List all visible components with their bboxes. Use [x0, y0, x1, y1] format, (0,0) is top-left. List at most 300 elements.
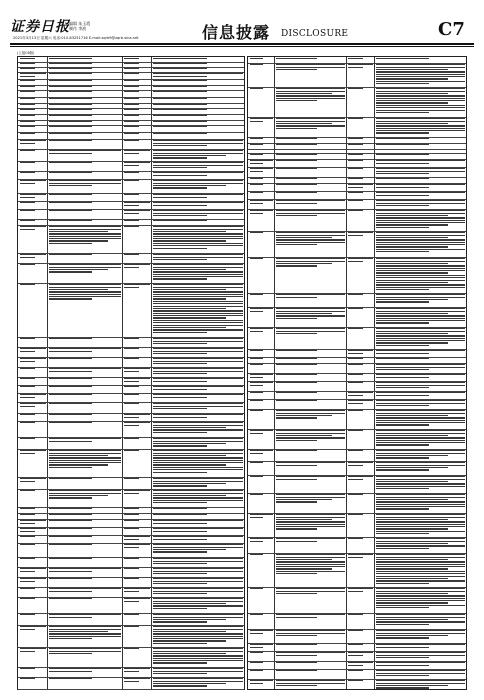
table-cell	[20, 109, 46, 113]
text-line	[20, 544, 36, 545]
text-line	[124, 425, 140, 426]
text-line	[49, 467, 92, 468]
text-line	[49, 289, 108, 290]
editor-info	[69, 21, 90, 31]
text-line	[276, 593, 317, 594]
text-line	[376, 662, 465, 663]
text-line	[153, 626, 243, 627]
text-line	[376, 369, 429, 370]
text-line	[49, 653, 92, 654]
table-cell	[376, 644, 465, 650]
text-line	[153, 373, 207, 374]
text-line	[49, 495, 108, 496]
text-line	[49, 73, 92, 74]
text-line	[124, 165, 140, 166]
table-cell	[276, 144, 345, 148]
text-line	[376, 275, 465, 276]
text-line	[49, 338, 92, 339]
table-cell	[250, 154, 273, 158]
text-line	[250, 385, 264, 386]
text-line	[348, 58, 363, 59]
text-line	[49, 478, 92, 479]
table-cell	[250, 400, 273, 408]
table-cell	[20, 264, 46, 282]
text-line	[276, 374, 317, 375]
text-line	[124, 121, 140, 122]
table-cell	[250, 118, 273, 136]
text-line	[153, 508, 207, 509]
text-line	[153, 429, 243, 430]
text-line	[376, 227, 429, 228]
text-line	[153, 643, 207, 644]
text-line	[20, 220, 36, 221]
text-line	[348, 184, 373, 185]
text-line	[153, 121, 207, 122]
text-line	[153, 187, 207, 188]
table-cell	[124, 220, 150, 224]
text-line	[376, 382, 465, 383]
text-line	[250, 144, 264, 145]
text-line	[153, 497, 243, 498]
text-line	[276, 382, 317, 383]
table-cell	[20, 450, 46, 476]
text-line	[250, 331, 264, 332]
text-line	[49, 153, 92, 154]
text-line	[376, 261, 465, 262]
text-line	[276, 315, 345, 316]
text-line	[49, 140, 92, 141]
table-cell	[124, 91, 150, 96]
table-cell	[376, 88, 465, 116]
table-cell	[124, 348, 150, 356]
table-cell	[250, 476, 273, 492]
text-line	[124, 539, 140, 540]
text-line	[276, 417, 317, 418]
text-line	[276, 93, 333, 94]
text-line	[20, 338, 36, 339]
text-line	[49, 98, 92, 99]
table-cell	[49, 378, 121, 384]
text-line	[49, 162, 92, 163]
text-line	[376, 486, 465, 487]
text-line	[276, 88, 345, 89]
table-cell	[124, 254, 150, 262]
table-cell	[153, 58, 243, 61]
text-line	[153, 381, 207, 382]
text-line	[124, 98, 140, 99]
table-cell	[376, 374, 465, 380]
text-line	[276, 118, 345, 119]
text-line	[153, 303, 243, 304]
table-cell	[124, 414, 150, 420]
text-line	[49, 386, 92, 387]
text-line	[376, 235, 465, 236]
text-line	[20, 536, 36, 537]
text-line	[153, 453, 243, 454]
table-cell	[348, 294, 373, 306]
text-line	[376, 91, 465, 92]
table-cell	[376, 192, 465, 198]
text-line	[376, 403, 465, 404]
table-cell	[348, 88, 373, 116]
table-cell	[376, 168, 465, 176]
text-line	[376, 422, 465, 423]
table-cell	[124, 115, 150, 119]
table-cell	[250, 410, 273, 428]
text-line	[250, 588, 264, 589]
text-line	[276, 415, 333, 416]
text-line	[20, 598, 36, 599]
text-line	[49, 638, 92, 639]
text-line	[153, 341, 243, 342]
text-line	[348, 479, 363, 480]
text-line	[376, 541, 465, 542]
text-line	[124, 598, 150, 599]
table-cell	[153, 588, 243, 596]
table-cell	[124, 194, 150, 200]
text-line	[250, 364, 264, 365]
text-line	[153, 520, 243, 521]
text-line	[276, 633, 345, 634]
text-line	[276, 614, 345, 615]
text-line	[153, 322, 243, 323]
text-line	[376, 200, 465, 201]
text-line	[153, 68, 207, 69]
text-line	[348, 118, 363, 119]
text-line	[250, 358, 264, 359]
text-line	[153, 583, 207, 584]
table-cell	[376, 554, 465, 586]
text-line	[153, 80, 207, 81]
table-cell	[276, 118, 345, 136]
table-cell	[124, 133, 150, 138]
text-line	[376, 588, 465, 589]
text-line	[348, 154, 363, 155]
text-line	[276, 235, 345, 236]
text-line	[276, 125, 345, 126]
text-line	[49, 269, 108, 270]
text-line	[376, 657, 429, 658]
table-cell	[348, 154, 373, 158]
table-row-divider	[18, 689, 244, 690]
text-line	[250, 630, 273, 631]
text-line	[376, 58, 429, 59]
text-line	[153, 378, 243, 379]
table-cell	[153, 91, 243, 96]
text-line	[376, 289, 429, 290]
text-line	[153, 605, 243, 606]
table-cell	[153, 668, 243, 676]
text-line	[49, 368, 121, 369]
table-cell	[376, 680, 465, 690]
text-line	[153, 140, 243, 141]
text-line	[376, 440, 465, 441]
table-cell	[124, 626, 150, 646]
text-line	[20, 284, 36, 285]
text-line	[153, 681, 243, 682]
table-cell	[20, 210, 46, 218]
table-cell	[153, 536, 243, 542]
text-line	[124, 153, 140, 154]
text-line	[276, 313, 333, 314]
text-line	[376, 433, 465, 434]
text-line	[348, 665, 363, 666]
text-line	[348, 400, 373, 401]
text-line	[376, 67, 465, 68]
text-line	[276, 413, 345, 414]
table-cell	[20, 520, 46, 526]
table-cell	[250, 462, 273, 474]
text-line	[124, 180, 140, 181]
text-line	[376, 118, 465, 119]
text-line	[276, 123, 333, 124]
text-line	[276, 69, 317, 70]
text-line	[20, 629, 36, 630]
text-line	[49, 254, 92, 255]
text-line	[376, 630, 465, 631]
table-cell	[348, 662, 373, 668]
table-cell	[124, 264, 150, 282]
text-line	[124, 378, 150, 379]
text-line	[153, 422, 243, 423]
table-cell	[49, 450, 121, 476]
table-cell	[153, 394, 243, 401]
text-line	[153, 551, 207, 552]
text-line	[376, 213, 465, 214]
text-line	[376, 488, 429, 489]
text-line	[20, 514, 36, 515]
text-line	[153, 133, 207, 134]
table-cell	[124, 394, 150, 401]
text-line	[276, 58, 317, 59]
text-line	[153, 414, 243, 415]
text-line	[376, 548, 429, 549]
text-line	[153, 629, 243, 630]
text-line	[49, 629, 121, 630]
table-cell	[20, 614, 46, 624]
text-line	[153, 278, 207, 279]
text-line	[376, 497, 465, 498]
table-cell	[124, 109, 150, 113]
text-line	[250, 213, 264, 214]
table-cell	[250, 588, 273, 612]
table-cell	[376, 232, 465, 256]
table-cell	[49, 264, 121, 282]
text-line	[153, 608, 207, 609]
text-line	[153, 233, 243, 234]
text-line	[153, 462, 243, 463]
table-cell	[376, 294, 465, 306]
table-column-divider	[151, 57, 152, 689]
text-line	[376, 105, 465, 106]
text-line	[153, 167, 207, 168]
table-cell	[153, 614, 243, 624]
text-line	[153, 150, 243, 151]
text-line	[276, 333, 317, 334]
text-line	[124, 172, 140, 173]
table-cell	[20, 514, 46, 518]
text-line	[153, 638, 243, 639]
text-line	[153, 658, 243, 659]
text-line	[153, 573, 207, 574]
table-cell	[49, 568, 121, 576]
text-line	[376, 315, 465, 316]
table-cell	[153, 140, 243, 148]
table-cell	[348, 514, 373, 536]
table-cell	[20, 254, 46, 262]
text-line	[153, 317, 227, 318]
table-cell	[124, 126, 150, 131]
table-cell	[276, 178, 345, 182]
text-line	[276, 591, 345, 592]
text-line	[20, 571, 36, 572]
text-line	[124, 210, 150, 211]
text-line	[49, 514, 92, 515]
text-line	[153, 73, 243, 74]
text-line	[49, 453, 121, 454]
text-line	[276, 514, 345, 515]
text-line	[153, 653, 227, 654]
table-cell	[250, 168, 273, 176]
text-line	[20, 508, 36, 509]
text-line	[250, 58, 264, 59]
text-line	[124, 544, 150, 545]
table-cell	[153, 678, 243, 688]
text-line	[124, 226, 140, 227]
table-cell	[153, 98, 243, 102]
text-line	[276, 557, 345, 558]
text-line	[376, 282, 449, 283]
text-line	[376, 561, 465, 562]
text-line	[276, 67, 345, 68]
text-line	[124, 104, 140, 105]
text-line	[376, 112, 429, 113]
table-cell	[153, 264, 243, 282]
text-line	[348, 538, 363, 539]
table-cell	[276, 64, 345, 86]
text-line	[49, 233, 121, 234]
table-cell	[250, 614, 273, 628]
text-line	[276, 635, 317, 636]
table-cell	[49, 358, 121, 366]
text-line	[153, 514, 207, 515]
text-line	[20, 98, 36, 99]
text-line	[276, 528, 317, 529]
table-cell	[20, 150, 46, 160]
text-line	[376, 453, 465, 454]
text-line	[153, 197, 207, 198]
table-cell	[49, 626, 121, 646]
table-cell	[348, 382, 373, 390]
table-cell	[49, 598, 121, 612]
text-line	[348, 655, 363, 656]
text-line	[376, 76, 465, 77]
table-column-divider	[47, 57, 48, 689]
text-line	[376, 350, 465, 351]
text-line	[153, 284, 243, 285]
text-line	[376, 400, 465, 401]
table-cell	[153, 514, 243, 518]
text-line	[153, 254, 243, 255]
text-line	[376, 210, 465, 211]
producer-line: 制作 李波	[69, 26, 87, 31]
text-line	[49, 544, 92, 545]
text-line	[376, 680, 465, 681]
table-cell	[376, 210, 465, 230]
table-cell	[348, 476, 373, 492]
table-cell	[276, 350, 345, 356]
text-line	[276, 521, 345, 522]
masthead-rule	[10, 43, 474, 45]
text-line	[348, 258, 373, 259]
text-line	[376, 683, 465, 684]
text-line	[276, 655, 317, 656]
text-line	[376, 335, 465, 336]
text-line	[376, 524, 465, 525]
table-cell	[20, 140, 46, 148]
text-line	[49, 497, 92, 498]
text-line	[20, 531, 36, 532]
text-line	[153, 563, 207, 564]
text-line	[376, 328, 465, 329]
text-line	[124, 578, 140, 579]
table-cell	[348, 614, 373, 628]
text-line	[20, 115, 36, 116]
text-line	[376, 566, 465, 567]
text-line	[376, 504, 465, 505]
text-line	[250, 647, 264, 648]
text-line	[376, 203, 465, 204]
table-cell	[124, 614, 150, 624]
text-line	[276, 200, 345, 201]
table-cell	[49, 578, 121, 586]
text-line	[348, 554, 373, 555]
text-line	[276, 519, 333, 520]
table-cell	[153, 180, 243, 192]
table-cell	[276, 160, 345, 166]
table-cell	[153, 450, 243, 476]
table-cell	[153, 578, 243, 586]
table-cell	[124, 568, 150, 576]
text-line	[376, 424, 429, 425]
text-line	[153, 614, 243, 615]
text-line	[153, 267, 243, 268]
text-line	[20, 450, 46, 451]
text-line	[276, 160, 317, 161]
text-line	[276, 559, 333, 560]
text-line	[49, 287, 121, 288]
text-line	[276, 573, 317, 574]
text-line	[20, 109, 36, 110]
text-line	[348, 88, 363, 89]
table-cell	[250, 294, 273, 306]
text-line	[20, 406, 36, 407]
table-cell	[348, 64, 373, 86]
table-cell	[276, 670, 345, 678]
table-cell	[153, 121, 243, 124]
text-line	[276, 144, 317, 145]
text-line	[376, 538, 465, 539]
table-cell	[20, 394, 46, 401]
text-line	[153, 547, 243, 548]
text-line	[20, 68, 36, 69]
text-line	[376, 322, 429, 323]
text-line	[376, 506, 465, 507]
text-line	[49, 636, 121, 637]
text-line	[20, 394, 46, 395]
text-line	[124, 91, 140, 92]
table-cell	[49, 220, 121, 224]
